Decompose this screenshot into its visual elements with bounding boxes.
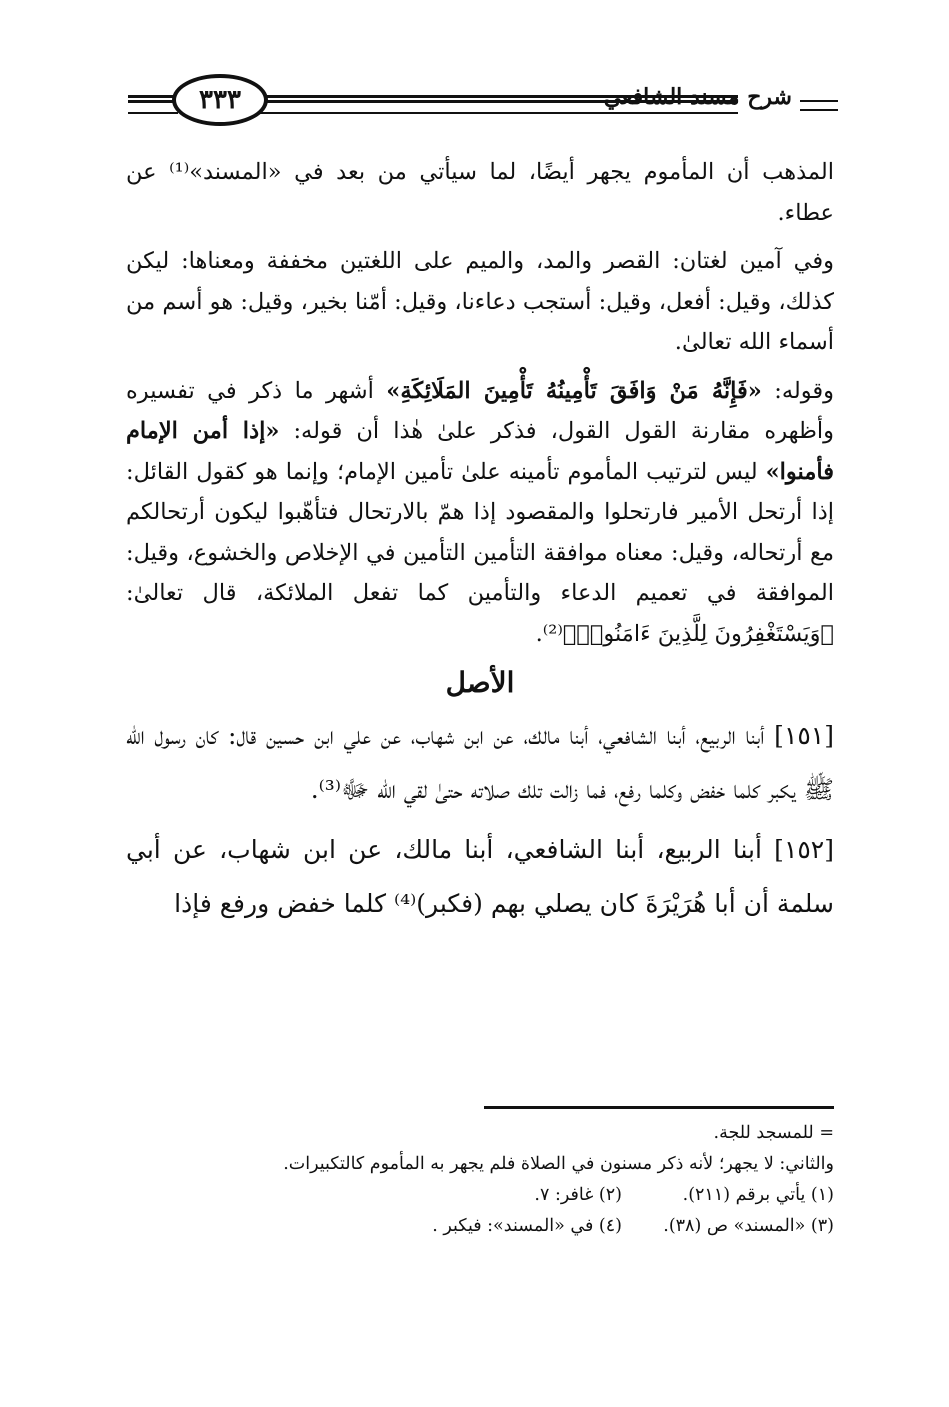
main-text [126, 152, 834, 931]
footnote-separator [484, 1106, 834, 1109]
page-number-badge [172, 74, 268, 126]
hadith-152: [١٥٢] أبنا الربيع، أبنا الشافعي، أبنا مالك، عن ابن شهاب، عن أبي سلمة أن أبا هُرَيْرَةَ كان يصلي بهم (فكبر)⁽⁴⁾ كلما خفض ورفع فإذا [126, 835, 834, 918]
running-header [128, 68, 838, 134]
footnotes [200, 1118, 834, 1242]
footnote-continuation: = للمسجد للجة. [713, 1123, 834, 1143]
header-rule-thin [260, 112, 738, 114]
footnote-row-2 [200, 1211, 834, 1242]
hadith-quote: «فَإِنَّهُ مَنْ وَافَقَ تَأْمِينُهُ تَأْمِينَ المَلَائِكَةِ» [386, 377, 762, 404]
running-title: شرح مسند الشافعي [603, 84, 792, 110]
footnote-row-1 [200, 1180, 834, 1211]
page-number: ٣٣٣ [199, 85, 241, 115]
header-rule [260, 95, 738, 103]
paragraph-3-lead: وقوله: [761, 377, 835, 404]
footnote-2: (٢) غافر: ٧. [534, 1185, 622, 1205]
footnote-3: (٣) «المسند» ص (٣٨). [663, 1216, 834, 1236]
footnote-1: (١) يأتي برقم (٢١١). [682, 1185, 834, 1205]
footnote-second-opinion: والثاني: لا يجهر؛ لأنه ذكر مسنون في الصلاة فلم يجهر به المأموم كالتكبيرات. [283, 1154, 834, 1174]
header-rule-left-thin [128, 112, 178, 114]
paragraph-3-rest: ليس لترتيب المأموم تأمينه علىٰ تأمين الإمام؛ وإنما هو كقول القائل: إذا أرتحل الأمير فارتحلوا والمقصود إذا همّ بالارتحال فتأهّبوا ليكون أرتحالكم مع أرتحاله، وقيل: معناه موافقة التأمين التأمين في الإخلاص والخشوع، وقيل: الموافقة في تعميم الدعاء والتأمين كما تفعل الملائكة، قال تعالىٰ: ﴿وَيَسْتَغْفِرُونَ لِلَّذِينَ ءَامَنُوا۟﴾⁽²⁾. [126, 458, 834, 647]
paragraph-1: المذهب أن المأموم يجهر أيضًا، لما سيأتي من بعد في «المسند»⁽¹⁾ عن عطاء. [126, 159, 834, 226]
hadith-quote-2: «إذا أمن الإمام فأمنوا» [126, 418, 834, 485]
footnote-4: (٤) في «المسند»: فيكبر . [432, 1216, 622, 1236]
header-ornament-right [800, 100, 838, 111]
paragraph-3 [126, 371, 834, 655]
header-rule-left [128, 95, 178, 103]
section-heading: الأصل [445, 666, 515, 699]
paragraph-3-mid: أشهر ما ذكر في تفسيره وأظهره مقارنة القول القول، فذكر علىٰ هٰذا أن قوله: [126, 377, 835, 444]
hadith-151: [١٥١] أبنا الربيع، أبنا الشافعي، أبنا مالك، عن ابن شهاب، عن علي ابن حسين قال: كان رسول الله ﷺ يكبر كلما خفض وكلما رفع، فما زالت تلك صلاته حتىٰ لقي الله ﷻ⁽³⁾. [126, 721, 834, 804]
paragraph-2: وفي آمين لغتان: القصر والمد، والميم على اللغتين مخففة ومعناها: ليكن كذلك، وقيل: أفعل، وقيل: أستجب دعاءنا، وقيل: أمّنا بخير، وقيل: هو أسم من أسماء الله تعالىٰ. [126, 248, 834, 355]
